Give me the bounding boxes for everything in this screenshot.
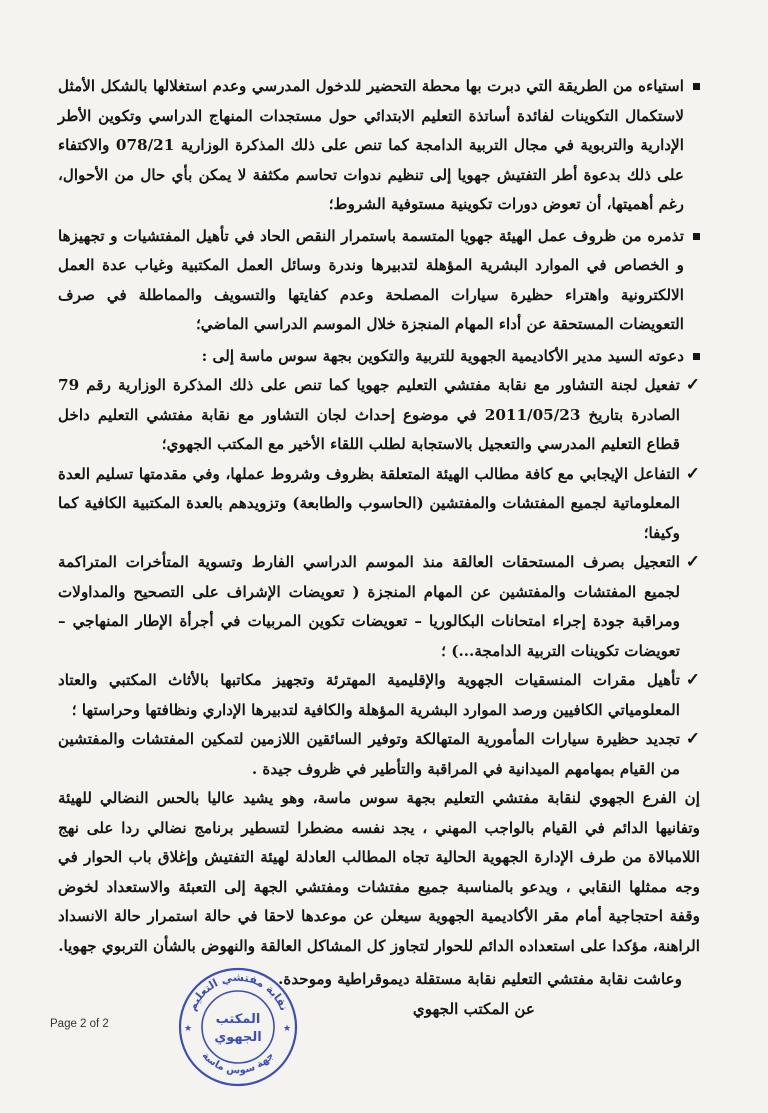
statement-paragraph: إن الفرع الجهوي لنقابة مفتشي التعليم بجهة سوس ماسة، وهو يشيد عاليا بالحس النضالي للهيئة وتفانيها الدائم في القيام بالواجب المهني ، يجد نفسه مضطرا لتسطير برنامج نضالي ردا على نهج اللامبالاة من طرف الإدارة الجهوية الحالية تجاه المطالب العادلة لهيئة التفتيش وإغلاق باب الحوار في وجه ممثلها النقابي ، ويدعو بالمناسبة جميع مفتشات ومفتشي الجهة إلى التعبئة والاستعداد لخوض وقفة احتجاجية أمام مقر الأكاديمية الجهوية سيعلن عن موعدها لاحقا في حالة استمرار حالة الانسداد الراهنة، مؤكدا على استعداده الدائم للحوار لتجاوز كل المشاكل العالقة والنهوض بالشأن التربوي جهويا.: [58, 789, 700, 955]
check-item-1: [58, 371, 700, 460]
checkmark-icon: ✓: [685, 375, 700, 395]
signature-line: عن المكتب الجهوي: [412, 999, 535, 1018]
paragraph-text: دعوته السيد مدير الأكاديمية الجهوية للتربية والتكوين بجهة سوس ماسة إلى :: [201, 346, 684, 365]
item-text: تجديد حظيرة سيارات المأمورية المتهالكة وتوفير السائقين اللازمين لتمكين المفتشات والمفتشين من القيام بمهامهم الميدانية في المراقبة والتأطير في ظروف جيدة .: [58, 730, 680, 778]
checkmark-icon: ✓: [685, 463, 700, 484]
page-number: Page 2 of 2: [50, 1018, 109, 1030]
letter-body: [58, 72, 700, 1024]
paragraph-text: تذمره من ظروف عمل الهيئة جهويا المتسمة باستمرار النقص الحاد في تأهيل المفتشيات و تجهيزها و الخصاص في الموارد البشرية المؤهلة لتدبيرها وندرة وسائل العمل المكتبية وغياب عدة العمل الالكترونية واهتراء حظيرة سيارات المصلحة وعدم كفايتها والتسويف والمماطلة في صرف التعويضات المستحقة عن أداء المهام المنجزة خلال الموسم الدراسي الماضي؛: [58, 226, 684, 333]
item-text: تفعيل لجنة التشاور مع نقابة مفتشي التعليم جهويا كما تنص على ذلك المذكرة الوزارية رقم 79 الصادرة بتاريخ 2011/05/23 في موضوع إحداث لجان التشاور مع نقابة مفتشي التعليم داخل قطاع التعليم المدرسي والتعجيل بالاستجابة لطلب اللقاء الأخير مع المكتب الجهوي؛: [58, 376, 681, 453]
stamp-ring-bottom-text: جهة سوس ماسة: [199, 1050, 277, 1077]
stamp-center-line-2: الجهوي: [214, 1030, 262, 1045]
regional-office-stamp: [176, 965, 300, 1089]
item-text: تأهيل مقرات المنسقيات الجهوية والإقليمية المهترئة وتجهيز مكاتبها بالأثاث المكتبي والعتاد المعلومياتي الكافيين ورصد الموارد البشرية المؤهلة والكافية لتدبيرها الإداري ونظافتها وحراستها ؛: [58, 671, 680, 719]
paragraph-text: استياءه من الطريقة التي دبرت بها محطة التحضير للدخول المدرسي وعدم استغلالها بالشكل الأمثل لاستكمال التكوينات لفائدة أساتذة التعليم الابتدائي حول مستجدات المنهاج الدراسي وتكوين الأطر الإدارية والتربوية في مجال التربية الدامجة كما تنص على ذلك المذكرة الوزارية 078/21 والاكتفاء على ذلك بدعوة أطر التفتيش جهويا إلى تنظيم ندوات تحاسم مكثفة لا يمكن بأي حال من الأحوال، رغم أهميتها، أن تعوض دورات تكوينية مستوفية الشروط؛: [58, 77, 684, 213]
check-item-2: [58, 460, 700, 549]
check-item-3: [58, 548, 700, 666]
item-text: التعجيل بصرف المستحقات العالقة منذ الموسم الدراسي الفارط وتسوية المتأخرات المتراكمة لجميع المفتشات والمفتشين عن المهام المنجزة ( تعويضات الإشراف على التصحيح والمداولات ومراقبة جودة إجراء امتحانات البكالوريا – تعويضات تكوين المربيات في أجرأة الإطار المنهاجي – تعويضات تكوينات التربية الدامجة...) ؛: [58, 553, 680, 660]
check-item-4: [58, 666, 700, 725]
bullet-paragraph-3: [58, 342, 700, 372]
checkmark-icon: ✓: [685, 670, 700, 690]
stamp-star-icon: ★: [283, 1024, 292, 1034]
checkmark-icon: ✓: [685, 552, 700, 572]
stamp-center-line-1: المكتب: [215, 1012, 261, 1027]
stamp-star-icon: ★: [184, 1024, 193, 1034]
closing-line: وعاشت نقابة مفتشي التعليم نقابة مستقلة ديموقراطية وموحدة.: [278, 970, 682, 988]
square-bullet-icon: [693, 233, 700, 240]
bullet-paragraph-1: [58, 72, 700, 220]
check-item-5: [58, 725, 700, 784]
square-bullet-icon: [693, 353, 700, 360]
square-bullet-icon: [693, 83, 700, 90]
bullet-paragraph-2: [58, 222, 700, 340]
stamp-ring-top-text: نقابة مفتشي التعليم: [185, 970, 291, 1013]
item-text: التفاعل الإيجابي مع كافة مطالب الهيئة المتعلقة بظروف وشروط عملها، وفي مقدمتها تسليم العدة المعلوماتية لجميع المفتشات والمفتشين (الحاسوب والطابعة) وتزويدهم بالعدة المكتبية الكافية كما وكيفا؛: [58, 464, 680, 542]
checkmark-icon: ✓: [685, 729, 700, 749]
